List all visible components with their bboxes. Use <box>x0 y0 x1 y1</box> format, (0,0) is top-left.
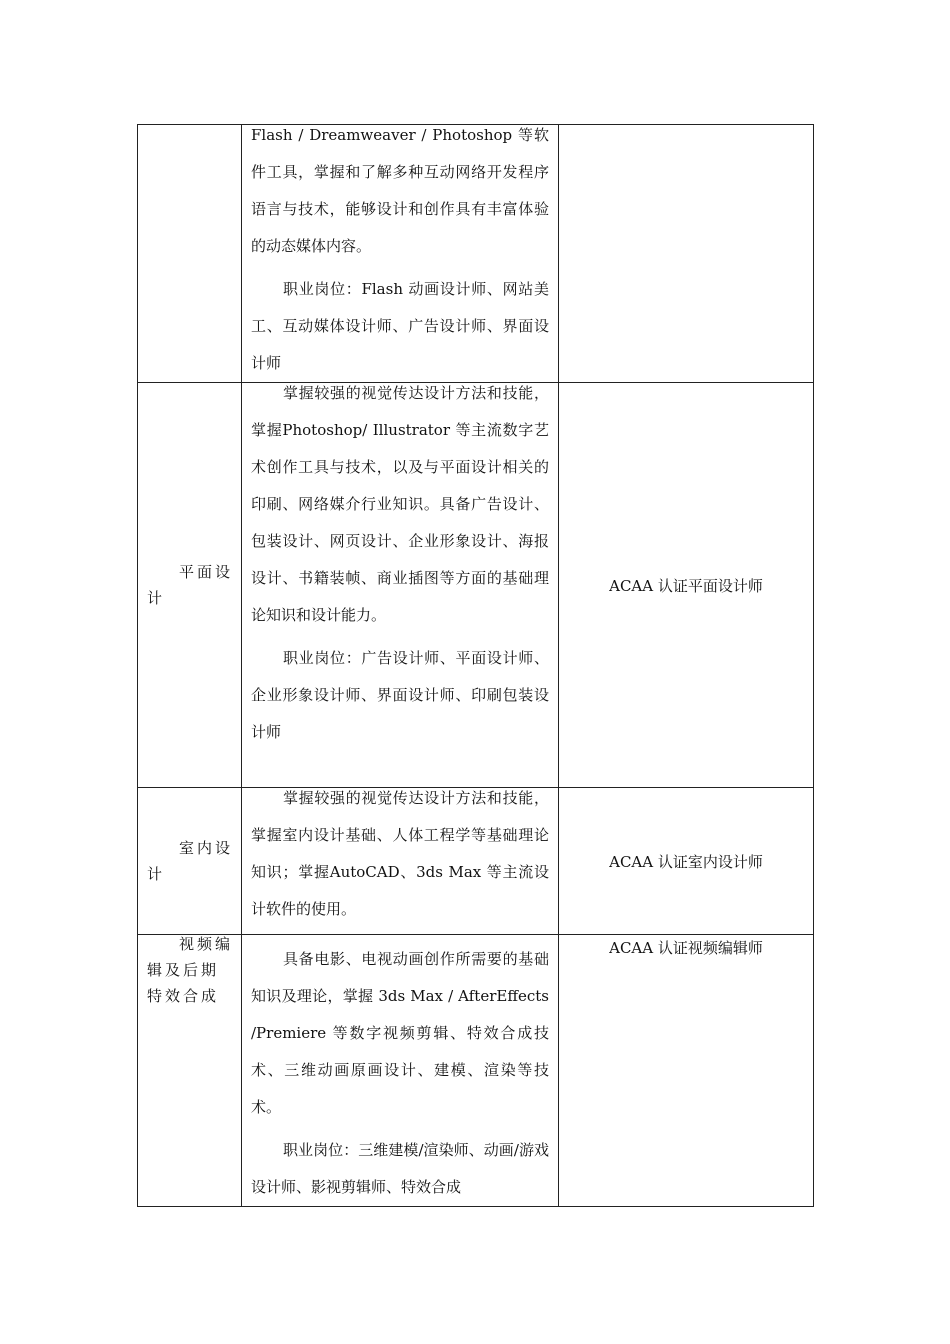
description-cell <box>242 788 559 935</box>
certificate-label: ACAA 认证平面设计师 <box>609 576 763 595</box>
field-label: 视频编辑及后期特效合成 <box>147 935 234 1005</box>
description-cell <box>242 935 559 1207</box>
description-cell <box>242 383 559 788</box>
description-paragraph: 掌握较强的视觉传达设计方法和技能，掌握室内设计基础、人体工程学等基础理论知识；掌握AutoCAD、3ds Max 等主流设计软件的使用。 <box>251 789 549 918</box>
description-paragraph: 具备电影、电视动画创作所需要的基础知识及理论，掌握 3ds Max / AfterEffects /Premiere 等数字视频剪辑、特效合成技术、三维动画原画设计、建模、渲染等技术。 <box>251 950 549 1116</box>
career-table <box>137 124 814 1207</box>
certificate-cell <box>559 383 814 788</box>
job-positions: 职业岗位：三维建模/渲染师、动画/游戏设计师、影视剪辑师、特效合成 <box>251 1141 549 1196</box>
certificate-cell <box>559 788 814 935</box>
table-row <box>138 383 814 788</box>
field-cell <box>138 125 242 383</box>
table-row <box>138 788 814 935</box>
description-paragraph: Flash / Dreamweaver / Photoshop 等软件工具，掌握和了解多种互动网络开发程序语言与技术，能够设计和创作具有丰富体验的动态媒体内容。 <box>251 126 549 255</box>
job-positions: 职业岗位：广告设计师、平面设计师、企业形象设计师、界面设计师、印刷包装设计师 <box>251 649 549 741</box>
job-positions: 职业岗位：Flash 动画设计师、网站美工、互动媒体设计师、广告设计师、界面设计师 <box>251 280 549 372</box>
description-cell <box>242 125 559 383</box>
field-cell <box>138 788 242 935</box>
field-cell <box>138 383 242 788</box>
table-row <box>138 935 814 1207</box>
field-label: 平面设计 <box>147 563 234 607</box>
certificate-label: ACAA 认证室内设计师 <box>609 852 763 871</box>
field-cell <box>138 935 242 1207</box>
table-row <box>138 125 814 383</box>
description-paragraph: 掌握较强的视觉传达设计方法和技能，掌握Photoshop/ Illustrator 等主流数字艺术创作工具与技术，以及与平面设计相关的印刷、网络媒介行业知识。具备广告设计、包装设计、网页设计、企业形象设计、海报设计、书籍装帧、商业插图等方面的基础理论知识和设计能力。 <box>251 384 549 624</box>
certificate-cell <box>559 125 814 383</box>
certificate-label: ACAA 认证视频编辑师 <box>609 939 763 957</box>
field-label: 室内设计 <box>147 839 234 883</box>
certificate-cell <box>559 935 814 1207</box>
